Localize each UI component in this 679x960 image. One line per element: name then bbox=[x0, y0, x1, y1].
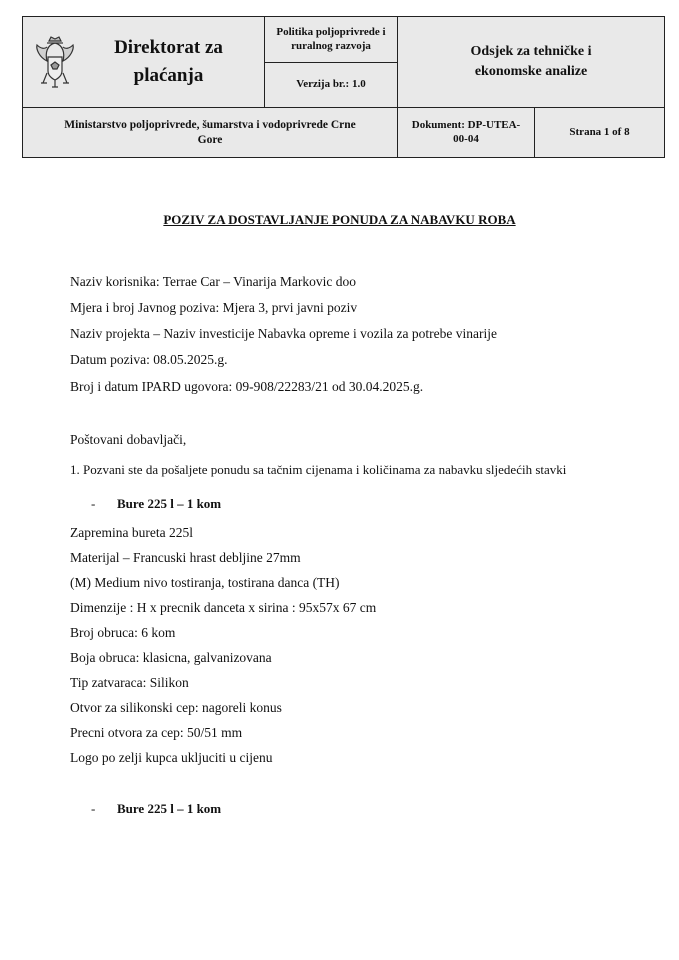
spec-line: Logo po zelji kupca ukljuciti u cijenu bbox=[70, 750, 273, 765]
bullet-dash: - bbox=[91, 496, 96, 511]
spec-line: Dimenzije : H x precnik danceta x sirina : 95x57x 67 cm bbox=[70, 600, 377, 615]
spec-line: Precni otvora za cep: 50/51 mm bbox=[70, 725, 243, 740]
spec-line: Boja obruca: klasicna, galvanizovana bbox=[70, 650, 272, 665]
info-project: Naziv projekta – Naziv investicije Nabavka opreme i vozila za potrebe vinarije bbox=[70, 326, 497, 341]
department-line-2: ekonomske analize bbox=[474, 64, 588, 79]
bullet-dash: - bbox=[91, 801, 96, 816]
ministry-line-2: Gore bbox=[197, 133, 223, 146]
spec-line: (M) Medium nivo tostiranja, tostirana danca (TH) bbox=[70, 575, 340, 590]
ministry-line-1: Ministarstvo poljoprivrede, šumarstva i vodoprivrede Crne bbox=[64, 119, 356, 132]
page-number-cell bbox=[535, 108, 665, 158]
spec-line: Tip zatvaraca: Silikon bbox=[70, 675, 189, 690]
spec-line: Broj obruca: 6 kom bbox=[70, 625, 176, 640]
document-code-line-2: 00-04 bbox=[453, 132, 479, 145]
spec-line: Zapremina bureta 225l bbox=[70, 525, 193, 540]
greeting: Poštovani dobavljači, bbox=[70, 432, 187, 447]
info-measure: Mjera i broj Javnog poziva: Mjera 3, prvi javni poziv bbox=[70, 300, 358, 315]
info-beneficiary: Naziv korisnika: Terrae Car – Vinarija Markovic doo bbox=[70, 274, 357, 289]
spec-line: Materijal – Francuski hrast debljine 27mm bbox=[70, 550, 301, 565]
department-cell bbox=[398, 17, 665, 108]
version-label: Verzija br.: 1.0 bbox=[296, 78, 366, 91]
page-number: Strana 1 of 8 bbox=[569, 125, 630, 138]
policy-line-1: Politika poljoprivrede i bbox=[276, 25, 386, 38]
info-contract: Broj i datum IPARD ugovora: 09-908/22283/21 od 30.04.2025.g. bbox=[70, 379, 424, 394]
instruction: 1. Pozvani ste da pošaljete ponudu sa tačnim cijenama i količinama za nabavku sljedećih stavki bbox=[70, 462, 567, 477]
department-line-1: Odsjek za tehničke i bbox=[470, 44, 592, 60]
directorate-title-line-2: plaćanja bbox=[133, 65, 204, 86]
policy-version-cell bbox=[265, 17, 398, 108]
montenegro-coat-of-arms-icon bbox=[33, 33, 77, 91]
policy-line-2: ruralnog razvoja bbox=[291, 39, 371, 52]
document-code-line-1: Dokument: DP-UTEA- bbox=[411, 118, 521, 131]
directorate-title-line-1: Direktorat za bbox=[114, 37, 223, 59]
info-date: Datum poziva: 08.05.2025.g. bbox=[70, 352, 228, 367]
document-title: POZIV ZA DOSTAVLJANJE PONUDA ZA NABAVKU ROBA bbox=[163, 212, 516, 227]
spec-line: Otvor za silikonski cep: nagoreli konus bbox=[70, 700, 282, 715]
document-code-cell bbox=[398, 108, 535, 158]
document-header bbox=[22, 16, 665, 158]
directorate-cell bbox=[23, 17, 265, 108]
list-item-heading bbox=[91, 496, 221, 512]
item-heading: Bure 225 l – 1 kom bbox=[117, 801, 222, 816]
list-item-heading bbox=[91, 801, 221, 817]
item-heading: Bure 225 l – 1 kom bbox=[117, 496, 222, 511]
ministry-cell bbox=[23, 108, 398, 158]
